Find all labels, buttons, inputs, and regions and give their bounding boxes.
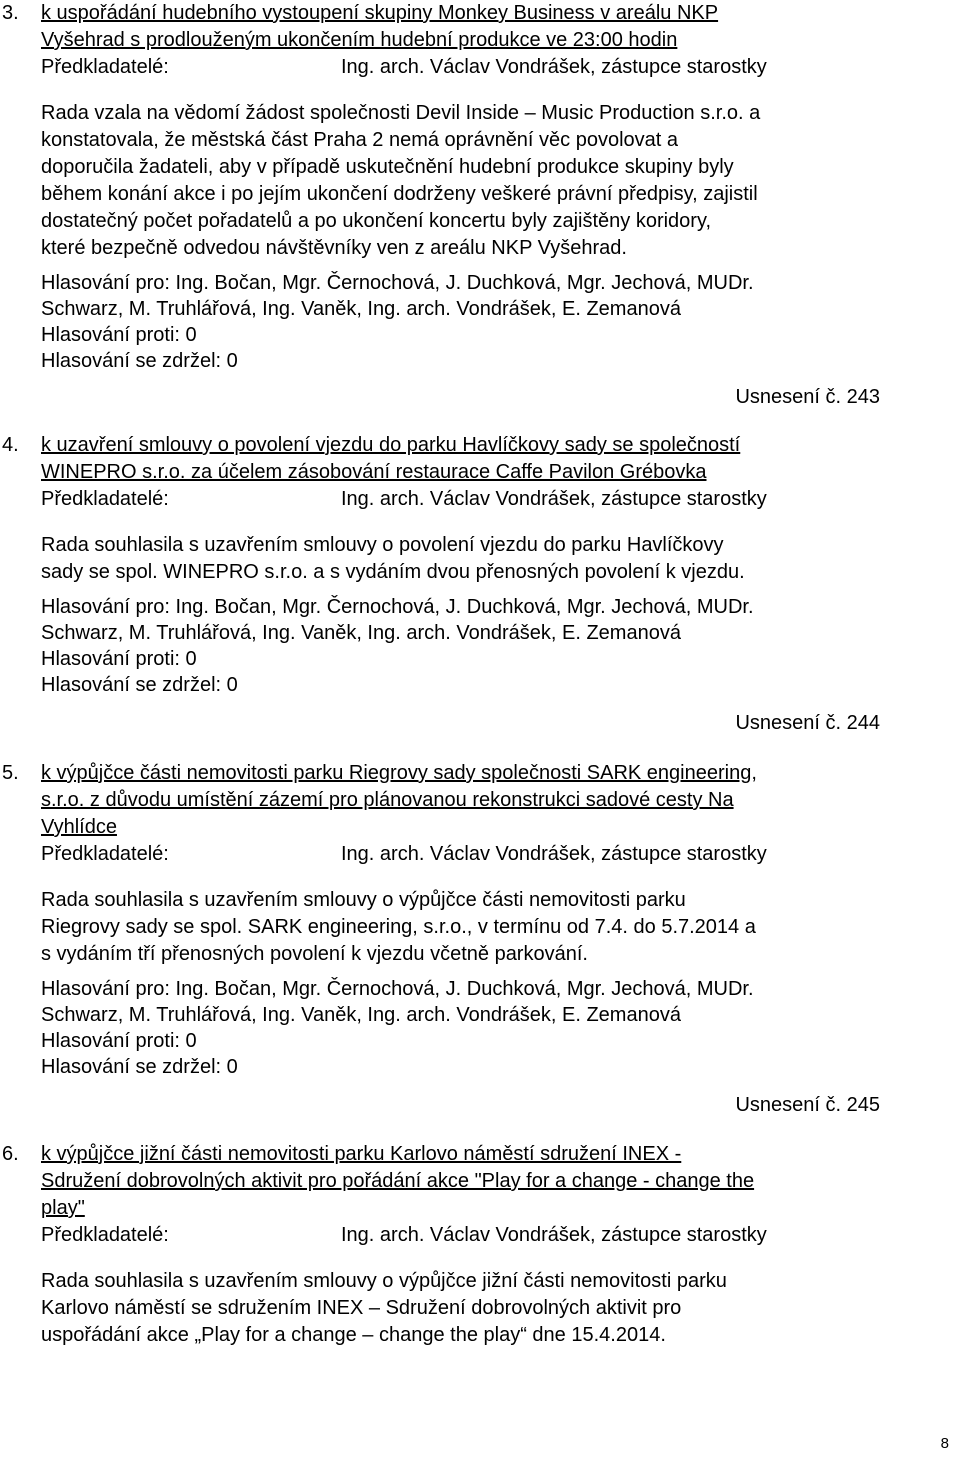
resolution-number: Usnesení č. 245 <box>735 1094 880 1116</box>
item-title-line: Sdružení dobrovolných aktivit pro pořádání akce "Play for a change - change the <box>41 1170 755 1192</box>
decision-text-line: s vydáním tří přenosných povolení k vjezdu včetně parkování. <box>41 943 588 965</box>
vote-line: Schwarz, M. Truhlářová, Ing. Vaněk, Ing. arch. Vondrášek, E. Zemanová <box>41 298 681 320</box>
item-body <box>41 432 941 698</box>
decision-text-line: sady se spol. WINEPRO s.r.o. a s vydáním dvou přenosných povolení k vjezdu. <box>41 561 745 583</box>
decision-text-line: Rada souhlasila s uzavřením smlouvy o výpůjčce jižní části nemovitosti parku <box>41 1270 727 1292</box>
item-number: 5. <box>2 762 19 784</box>
vote-block <box>41 976 941 1080</box>
resolution-number: Usnesení č. 243 <box>735 386 880 408</box>
vote-block <box>41 594 941 698</box>
item-title-line: s.r.o. z důvodu umístění zázemí pro plánovanou rekonstrukci sadové cesty Na <box>41 789 734 811</box>
item-title-line: Vyhlídce <box>41 816 117 838</box>
resolution-number: Usnesení č. 244 <box>735 712 880 734</box>
item-body <box>41 1141 941 1349</box>
item-title-line: k uspořádání hudebního vystoupení skupiny Monkey Business v areálu NKP <box>41 2 719 24</box>
proposer-line <box>41 54 941 81</box>
decision-text-line: Karlovo náměstí se sdružením INEX – Sdružení dobrovolných aktivit pro <box>41 1297 682 1319</box>
vote-line: Hlasování se zdržel: 0 <box>41 674 238 696</box>
proposer-label: Předkladatelé: <box>41 488 169 510</box>
vote-line: Hlasování pro: Ing. Bočan, Mgr. Černochová, J. Duchková, Mgr. Jechová, MUDr. <box>41 978 754 1000</box>
decision-text-line: během konání akce i po jejím ukončení dodrženy veškeré právní předpisy, zajistil <box>41 183 758 205</box>
decision-text-line: Rada souhlasila s uzavřením smlouvy o povolení vjezdu do parku Havlíčkovy <box>41 534 724 556</box>
item-title-line: WINEPRO s.r.o. za účelem zásobování restaurace Caffe Pavilon Grébovka <box>41 461 707 483</box>
item-body <box>41 0 941 374</box>
proposer-line <box>41 841 941 868</box>
item-title-line: k výpůjčce jižní části nemovitosti parku Karlovo náměstí sdružení INEX - <box>41 1143 682 1165</box>
item-number: 4. <box>2 434 19 456</box>
page-number: 8 <box>940 1435 949 1452</box>
proposer-label: Předkladatelé: <box>41 56 169 78</box>
vote-line: Hlasování pro: Ing. Bočan, Mgr. Černochová, J. Duchková, Mgr. Jechová, MUDr. <box>41 272 754 294</box>
proposer-name: Ing. arch. Václav Vondrášek, zástupce starostky <box>341 843 767 865</box>
decision-text-line: které bezpečně odvedou návštěvníky ven z areálu NKP Vyšehrad. <box>41 237 627 259</box>
vote-line: Hlasování se zdržel: 0 <box>41 350 238 372</box>
proposer-name: Ing. arch. Václav Vondrášek, zástupce starostky <box>341 56 767 78</box>
vote-line: Schwarz, M. Truhlářová, Ing. Vaněk, Ing. arch. Vondrášek, E. Zemanová <box>41 1004 681 1026</box>
proposer-label: Předkladatelé: <box>41 1224 169 1246</box>
item-title-line: play" <box>41 1197 85 1219</box>
item-title-line: k výpůjčce části nemovitosti parku Riegrovy sady společnosti SARK engineering, <box>41 762 757 784</box>
item-number: 3. <box>2 2 19 24</box>
vote-line: Hlasování se zdržel: 0 <box>41 1056 238 1078</box>
item-title-line: Vyšehrad s prodlouženým ukončením hudební produkce ve 23:00 hodin <box>41 29 678 51</box>
vote-line: Hlasování proti: 0 <box>41 324 197 346</box>
decision-text-line: dostatečný počet pořadatelů a po ukončení koncertu byly zajištěny koridory, <box>41 210 712 232</box>
proposer-label: Předkladatelé: <box>41 843 169 865</box>
decision-text-line: uspořádání akce „Play for a change – change the play“ dne 15.4.2014. <box>41 1324 666 1346</box>
proposer-line <box>41 1222 941 1249</box>
item-title-line: k uzavření smlouvy o povolení vjezdu do parku Havlíčkovy sady se společností <box>41 434 741 456</box>
decision-text-line: Rada vzala na vědomí žádost společnosti Devil Inside – Music Production s.r.o. a <box>41 102 761 124</box>
proposer-name: Ing. arch. Václav Vondrášek, zástupce starostky <box>341 488 767 510</box>
vote-line: Hlasování pro: Ing. Bočan, Mgr. Černochová, J. Duchková, Mgr. Jechová, MUDr. <box>41 596 754 618</box>
proposer-name: Ing. arch. Václav Vondrášek, zástupce starostky <box>341 1224 767 1246</box>
vote-line: Hlasování proti: 0 <box>41 648 197 670</box>
item-body <box>41 760 941 1080</box>
decision-text-line: Riegrovy sady se spol. SARK engineering, s.r.o., v termínu od 7.4. do 5.7.2014 a <box>41 916 756 938</box>
decision-text-line: konstatovala, že městská část Praha 2 nemá oprávnění věc povolovat a <box>41 129 679 151</box>
vote-line: Schwarz, M. Truhlářová, Ing. Vaněk, Ing. arch. Vondrášek, E. Zemanová <box>41 622 681 644</box>
item-number: 6. <box>2 1143 19 1165</box>
decision-text-line: Rada souhlasila s uzavřením smlouvy o výpůjčce části nemovitosti parku <box>41 889 686 911</box>
vote-line: Hlasování proti: 0 <box>41 1030 197 1052</box>
decision-text-line: doporučila žadateli, aby v případě uskutečnění hudební produkce skupiny byly <box>41 156 734 178</box>
vote-block <box>41 270 941 374</box>
proposer-line <box>41 486 941 513</box>
